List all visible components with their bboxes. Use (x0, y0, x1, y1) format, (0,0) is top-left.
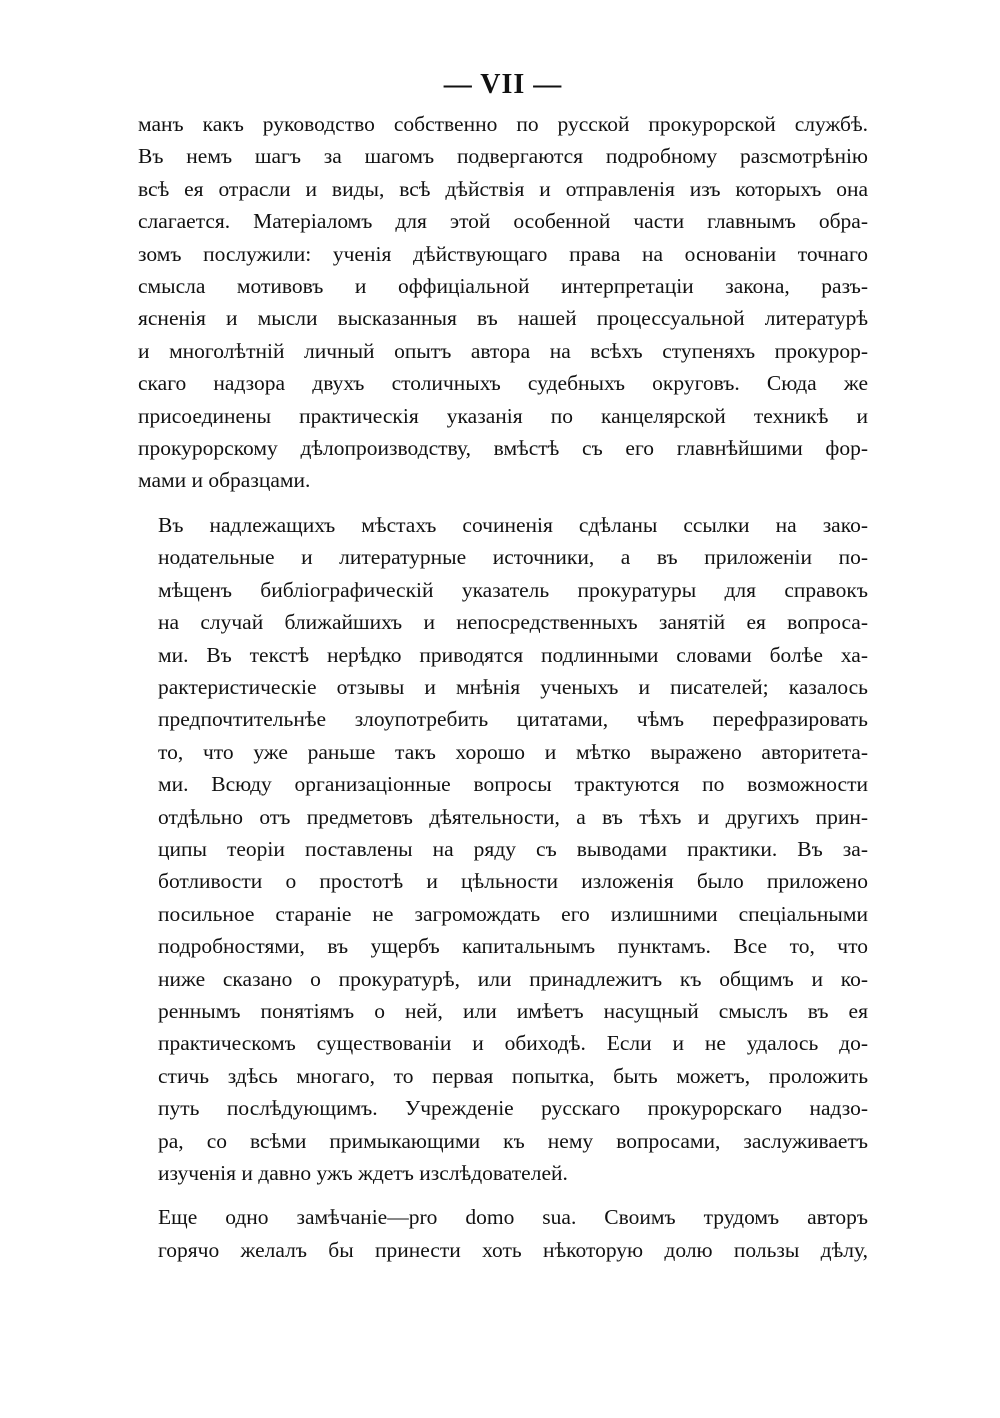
text-line: ми. Въ текстѣ нерѣдко приводятся подлинными словами болѣе ха- (158, 642, 868, 667)
text-line: изученія и давно ужъ ждетъ изслѣдователей. (158, 1161, 568, 1185)
text-line: подробностями, въ ущербъ капитальнымъ пунктамъ. Все то, что (158, 934, 868, 959)
page (138, 68, 868, 1266)
text-line: ципы теоріи поставлены на ряду съ выводами практики. Въ за- (158, 836, 868, 861)
text-line: нодательные и литературные источники, а въ приложеніи по- (158, 545, 868, 570)
text-line: горячо желалъ бы принести хоть нѣкоторую долю пользы дѣлу, (158, 1237, 868, 1262)
paragraph-3 (138, 1201, 868, 1266)
text-line: ниже сказано о прокуратурѣ, или принадлежитъ къ общимъ и ко- (158, 966, 868, 991)
text-line: ми. Всюду организаціонные вопросы трактуются по возможности (158, 772, 868, 797)
text-line: посильное стараніе не загромождать его излишними спеціальными (158, 901, 868, 926)
text-line: присоединены практическія указанія по канцелярской техникѣ и (138, 403, 868, 428)
text-line: мами и образцами. (138, 468, 311, 493)
text-line: ясненія и мысли высказанныя въ нашей процессуальной литературѣ (138, 306, 868, 331)
text-line: рактеристическіе отзывы и мнѣнія ученыхъ и писателей; казалось (158, 674, 868, 699)
text-line: слагается. Матеріаломъ для этой особенной части главнымъ обра- (138, 209, 868, 234)
text-line: ра, со всѣми примыкающими къ нему вопросами, заслуживаетъ (158, 1128, 868, 1153)
page-number: — VII — (443, 69, 563, 100)
text-line: Въ немъ шагъ за шагомъ подвергаются подробному разсмотрѣнію (138, 144, 868, 169)
text-line: манъ какъ руководство собственно по русской прокурорской службѣ. (138, 112, 868, 136)
text-line: на случай ближайшихъ и непосредственныхъ занятій ея вопроса- (158, 610, 868, 635)
text-line: смысла мотивовъ и оффиціальной интерпретаціи закона, разъ- (138, 274, 868, 299)
text-line: предпочтительнѣе злоупотребить цитатами, чѣмъ перефразировать (158, 707, 868, 732)
text-line: ботливости о простотѣ и цѣльности изложенія было приложено (158, 869, 868, 894)
text-line: всѣ ея отрасли и виды, всѣ дѣйствія и отправленія изъ которыхъ она (138, 176, 868, 201)
text-line: и многолѣтній личный опытъ автора на всѣхъ ступеняхъ прокурор- (138, 338, 868, 363)
text-line: Еще одно замѣчаніе—pro domo sua. Своимъ трудомъ авторъ (158, 1205, 868, 1230)
paragraph-2 (138, 509, 868, 1190)
text-line: стичь здѣсь многаго, то первая попытка, быть можетъ, проложить (158, 1063, 868, 1088)
text-line: зомъ послужили: ученія дѣйствующаго права на основаніи точнаго (138, 241, 868, 266)
text-line: то, что уже раньше такъ хорошо и мѣтко выражено авторитета- (158, 739, 868, 764)
text-line: прокурорскому дѣлопроизводству, вмѣстѣ съ его главнѣйшими фор- (138, 436, 868, 461)
text-line: отдѣльно отъ предметовъ дѣятельности, а въ тѣхъ и другихъ прин- (158, 804, 868, 829)
text-line: путь послѣдующимъ. Учрежденіе русскаго прокурорскаго надзо- (158, 1096, 868, 1121)
text-line: скаго надзора двухъ столичныхъ судебныхъ округовъ. Сюда же (138, 371, 868, 396)
text-line: Въ надлежащихъ мѣстахъ сочиненія сдѣланы ссылки на зако- (158, 512, 868, 537)
text-line: реннымъ понятіямъ о ней, или имѣетъ насущный смыслъ въ ея (158, 998, 868, 1023)
paragraph-1 (138, 108, 868, 497)
text-line: мѣщенъ библіографическій указатель прокуратуры для справокъ (158, 577, 868, 602)
text-line: практическомъ существованіи и обиходѣ. Если и не удалось до- (158, 1031, 868, 1056)
